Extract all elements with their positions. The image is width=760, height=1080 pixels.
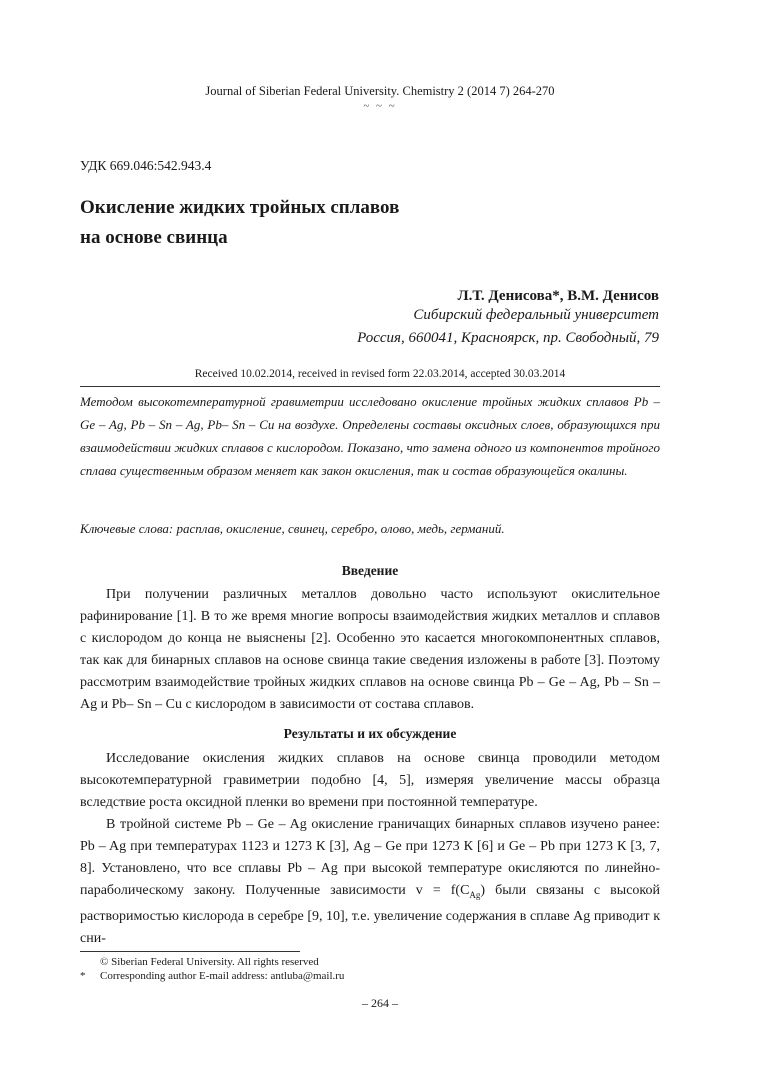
results-paragraphs [80,748,660,950]
abstract-divider [80,386,660,387]
section-heading-results: Результаты и их обсуждение [283,726,457,741]
section-heading-intro: Введение [341,563,399,578]
copyright-text: © Siberian Federal University. All rights reserved [100,956,319,968]
abstract: Методом высокотемпературной гравиметрии исследовано окисление тройных жидких сплавов Pb – Ge – Ag, Pb – Sn – Ag, Pb– Sn – Cu на воздухе. Определены составы оксидных слоев, образующихся при взаимодействии жидких сплавов с кислородом. Показано, что замена одного из компонентов тройного сплава существенным образом меняет как закон окисления, так и состав образующейся окалины. [80,394,660,478]
results-p2-part-a: В тройной системе Pb – Ge – Ag окисление граничащих бинарных сплавов изучено ранее: Pb – Ag при температурах 1123 и 1273 К [3], Ag – Ge при 1273 К [6] и Ge – Pb при 1273 К [3, 7, 8]. Установлено, что все сплавы Pb – Ag при высокой температуре окисляются по линейно-параболическому закону. Полученные зависимости v = f(C [80,817,660,898]
title-line-2: на основе свинца [80,227,228,248]
corresponding-email: Corresponding author E-mail address: antluba@mail.ru [100,970,345,982]
page-number: – 264 – [362,996,398,1010]
article-title [80,193,399,253]
journal-header: Journal of Siberian Federal University. Chemistry 2 (2014 7) 264-270 [205,84,555,98]
footnote-corresponding [80,969,344,983]
received-dates: Received 10.02.2014, received in revised form 22.03.2014, accepted 30.03.2014 [194,368,566,380]
footnote-star: * [80,970,86,982]
results-p2-part-b: ) были связаны с высокой растворимостью кислорода в серебре [9, 10], т.е. увеличение содержания в сплаве Ag приводит к сни- [80,883,660,946]
intro-paragraph [80,584,660,716]
affiliation-address: Россия, 660041, Красноярск, пр. Свободный, 79 [357,330,659,346]
footnote-divider [80,951,300,952]
header-ornament: ~ ~ ~ [363,100,397,112]
footnote-copyright [80,955,319,969]
affiliation [357,304,659,350]
authors: Л.Т. Денисова*, В.М. Денисов [457,288,659,304]
udk-code: УДК 669.046:542.943.4 [80,158,212,173]
keywords: Ключевые слова: расплав, окисление, свинец, серебро, олово, медь, германий. [80,521,505,536]
results-paragraph-2 [80,814,660,950]
intro-text: При получении различных металлов довольно часто используют окислительное рафинирование [1]. В то же время многие вопросы взаимодействия жидких металлов и сплавов с кислородом до конца не выяснены [2]. Особенно это касается многокомпонентных сплавов, так как для бинарных сплавов на основе свинца такие сведения изложены в работе [3]. Поэтому рассмотрим взаимодействие тройных жидких сплавов на основе свинца Pb – Ge – Ag, Pb – Sn – Ag и Pb– Sn – Cu с кислородом в зависимости от состава сплавов. [80,587,660,712]
title-line-1: Окисление жидких тройных сплавов [80,197,400,218]
results-paragraph-1: Исследование окисления жидких сплавов на основе свинца проводили методом высокотемпературной гравиметрии подобно [4, 5], измеряя увеличение массы образца вследствие роста оксидной пленки во времени при постоянной температуре. [80,751,660,810]
affiliation-university: Сибирский федеральный университет [413,307,659,323]
subscript-ag: Ag [469,889,481,900]
